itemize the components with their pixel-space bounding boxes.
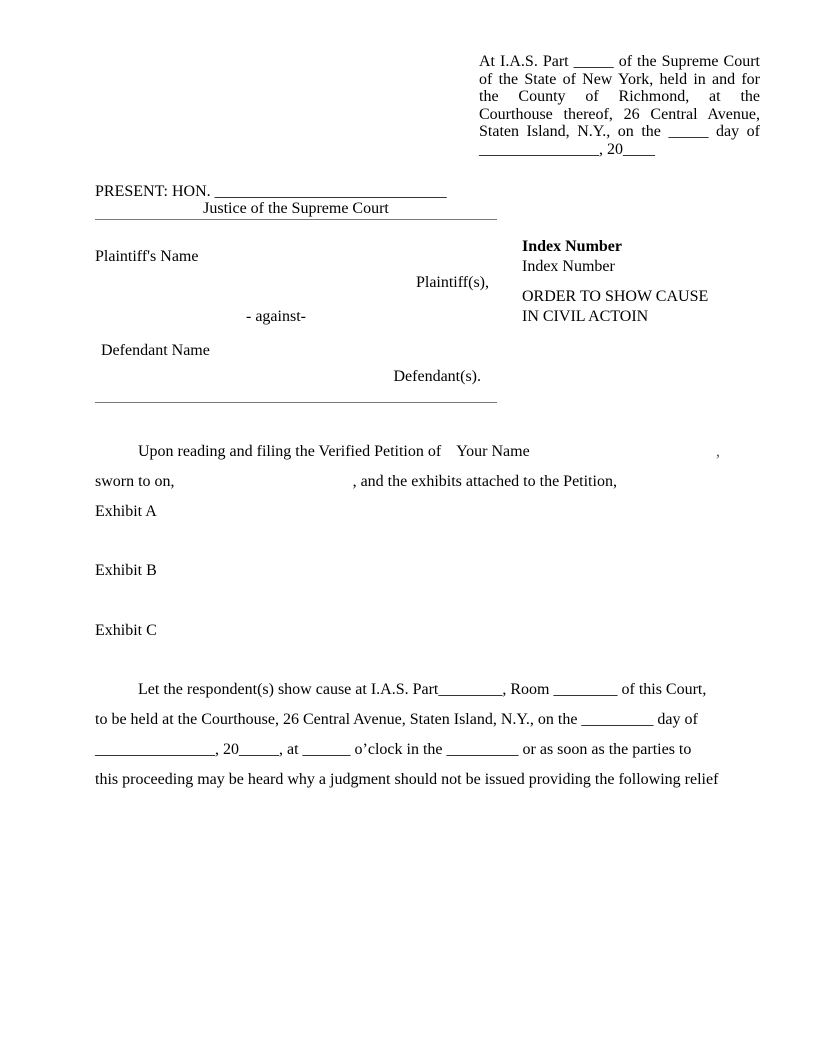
present-hon-line: PRESENT: HON. _____________________________ <box>95 183 447 200</box>
petition-intro-line <box>95 437 720 467</box>
caption-rule <box>95 402 497 403</box>
venue-line: the County of Richmond, at the <box>479 88 760 105</box>
index-number-field[interactable]: Index Number <box>522 258 615 275</box>
venue-line: At I.A.S. Part _____ of the Supreme Court <box>479 53 760 70</box>
order-title-line-1: ORDER TO SHOW CAUSE <box>522 288 709 305</box>
defendant-name-field[interactable]: Defendant Name <box>101 342 210 359</box>
venue-date-line: _______________, 20____ <box>479 140 655 158</box>
venue-line: Staten Island, N.Y., on the _____ day of <box>479 123 760 140</box>
exhibit-b-label: Exhibit B <box>95 562 157 579</box>
trailing-comma: , <box>716 443 720 460</box>
show-cause-line: this proceeding may be heard why a judgment should not be issued providing the following relief <box>95 771 719 788</box>
show-cause-line: Let the respondent(s) show cause at I.A.S. Part________, Room ________ of this Court, <box>138 681 707 698</box>
show-cause-line: _______________, 20_____, at ______ o’clock in the _________ or as soon as the parties to <box>95 741 692 758</box>
sworn-line <box>95 467 720 497</box>
petitioner-name-field[interactable]: Your Name <box>456 443 530 460</box>
exhibit-a-label: Exhibit A <box>95 503 157 520</box>
sworn-suffix-text: , and the exhibits attached to the Petition, <box>352 473 617 490</box>
venue-block <box>479 53 760 158</box>
venue-line: of the State of New York, held in and for <box>479 70 760 88</box>
document-body <box>95 437 720 795</box>
plaintiff-name-field[interactable]: Plaintiff's Name <box>95 248 199 265</box>
petition-intro-text: Upon reading and filing the Verified Petition of <box>138 443 442 460</box>
show-cause-line: to be held at the Courthouse, 26 Central Avenue, Staten Island, N.Y., on the _________ day of <box>95 711 698 728</box>
sworn-prefix-text: sworn to on, <box>95 473 175 490</box>
order-title-line-2: IN CIVIL ACTOIN <box>522 308 649 325</box>
against-label: - against- <box>246 308 306 325</box>
justice-title: Justice of the Supreme Court <box>95 200 497 220</box>
venue-line: Courthouse thereof, 26 Central Avenue, <box>479 105 760 123</box>
plaintiff-label: Plaintiff(s), <box>415 274 489 291</box>
case-caption <box>95 220 497 403</box>
index-column <box>522 237 708 327</box>
exhibit-c-label: Exhibit C <box>95 622 157 639</box>
show-cause-paragraph <box>95 675 720 795</box>
index-number-heading: Index Number <box>522 238 623 255</box>
defendant-label: Defendant(s). <box>393 368 481 385</box>
